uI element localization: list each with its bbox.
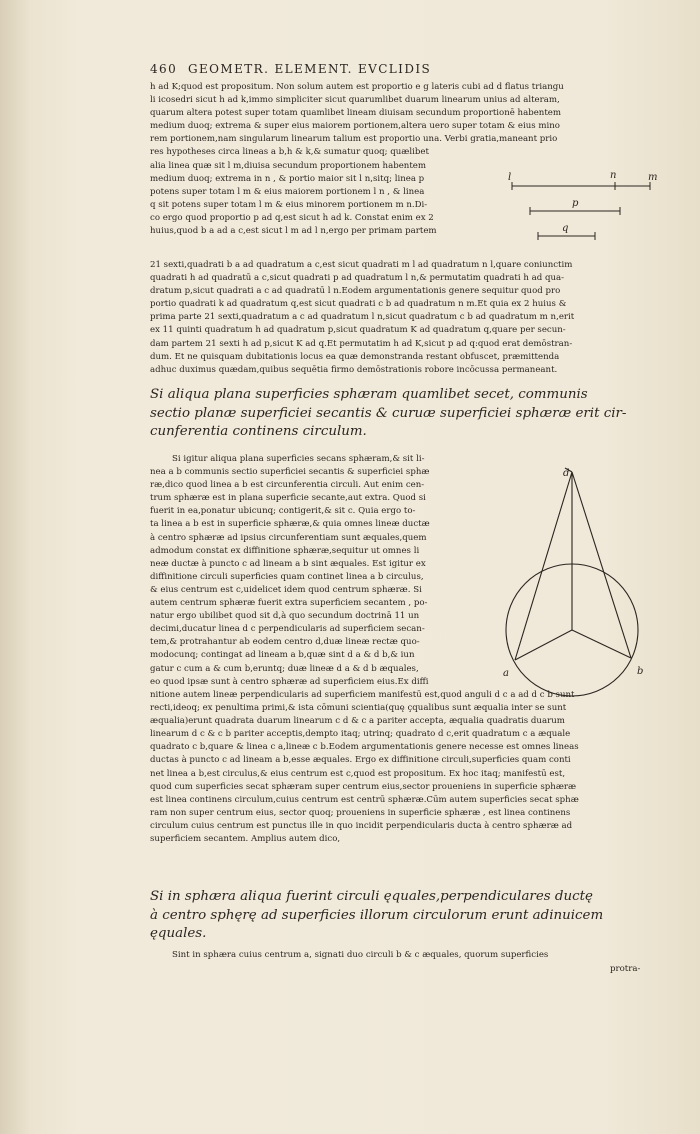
text-line: decimi,ducatur linea d c perpendicularis ad superficiem secan-	[150, 624, 425, 635]
paragraph-1	[150, 81, 650, 160]
heading-line: ęquales.	[150, 926, 207, 941]
text-line: gatur c cum a & cum b,eruntq; duæ lineæ d a & d b æquales,	[150, 663, 419, 674]
sphere-section-figure	[505, 462, 655, 707]
text-line: h ad K;quod est propositum. Non solum autem est proportio e g lateris cubi ad d flatus triangu	[150, 82, 564, 92]
paragraph-1-continued	[150, 259, 650, 377]
text-line: quod cum superficies secat sphæram super centrum eius,sector proueniens in superficie sphæræ	[150, 781, 577, 792]
text-line: li icosedri sicut h ad k,immo simpliciter sicut quarumlibet duarum linearum unius ad alteram,	[150, 95, 560, 106]
text-line: medium duoq; extrema & super eius maiorem portionem,altera uero super totam & eius mino	[150, 121, 560, 132]
text-line: portio quadrati k ad quadratum q,est sicut quadrati c b ad quadratum n m.Et quia ex 2 huius &	[150, 299, 567, 310]
line-ca	[515, 630, 572, 660]
text-line: prima parte 21 sexti,quadratum a c ad quadratum l n,sicut quadratum c b ad quadratum m n,erit	[150, 312, 575, 323]
text-line: superficiem secantem. Amplius autem dico,	[150, 834, 341, 845]
text-line: quadrati h ad quadratū a c,sicut quadrati p ad quadratum l n,& permutatim quadrati h ad qua-	[150, 273, 565, 284]
text-line: ta linea a b est in superficie sphæræ,& quia omnes lineæ ductæ	[150, 519, 430, 530]
paragraph-2-continued	[150, 689, 650, 846]
text-line: medium duoq; extrema in n , & portio maior sit l n,sitq; linea p	[150, 174, 425, 185]
text-line: quarum altera potest super totam quamlibet lineam diuisam secundum proportionē habentem	[150, 108, 562, 119]
text-line: 21 sexti,quadrati b a ad quadratum a c,est sicut quadrati m l ad quadratum n l,quare coniunctim	[150, 260, 573, 270]
text-line: quadrato c b,quare & linea c a,lineæ c b.Eodem argumentationis genere necesse est omnes lineas	[150, 742, 579, 753]
text-line: net linea a b,est circulus,& eius centrum est c,quod est propositum. Ex hoc itaq; manifestū est,	[150, 768, 566, 779]
text-line: ram non super centrum eius, sector quoq; proueniens in superficie sphæræ , est linea continens	[150, 807, 571, 818]
text-line: diffinitione circuli superficies quam continet linea a b circulus,	[150, 571, 424, 582]
text-line: fuerit in ea,ponatur ubicunq; contigerit,& sit c. Quia ergo to-	[150, 506, 416, 517]
paragraph-3	[150, 949, 650, 962]
text-line: q sit potens super totam l m & eius minorem portionem m n.Di-	[150, 200, 428, 211]
label-p: p	[572, 198, 579, 209]
text-line: à centro sphæræ ad ipsius circunferentiam sunt æquales,quem	[150, 532, 427, 543]
text-line: autem centrum sphæræ fuerit extra superficiem secantem , po-	[150, 598, 428, 609]
running-title: GEOMETR. ELEMENT. EVCLIDIS	[188, 62, 432, 76]
text-line: nea a b communis sectio superficiei secantis & superficiei sphæ	[150, 467, 430, 478]
text-line: dratum p,sicut quadrati a c ad quadratū l n.Eodem argumentationis genere sequitur quod pro	[150, 286, 561, 297]
text-line: admodum constat ex diffinitione sphæræ,sequitur ut omnes li	[150, 545, 420, 556]
text-line: linearum d c & c b pariter acceptis,dempto itaq; utrinq; quadrato d c,erit quadratum c a æquale	[150, 729, 571, 740]
heading-line: cunferentia continens circulum.	[150, 424, 367, 439]
heading-line: à centro sphęrę ad superficies illorum circulorum erunt adinuicem	[150, 907, 604, 923]
text-line: natur ergo ubilibet quod sit d,à quo secundum doctrinā 11 un	[150, 611, 420, 622]
proposition-heading-1	[150, 386, 650, 442]
text-line: dam partem 21 sexti h ad p,sicut K ad q.Et permutatim h ad K,sicut p ad q:quod erat demōstran-	[150, 338, 573, 349]
text-line: co ergo quod proportio p ad q,est sicut h ad k. Constat enim ex 2	[150, 213, 434, 224]
heading-line: Si in sphæra aliqua fuerint circuli ęquales,perpendiculares ductę	[150, 889, 593, 904]
text-line: eo quod ipsæ sunt à centro sphæræ ad superficiem eius.Ex diffi	[150, 676, 429, 687]
text-line: rem portionem,nam singularum linearum talium est proportio una. Verbi gratia,maneant prio	[150, 134, 558, 145]
proposition-heading-2	[150, 888, 650, 944]
paragraph-2-narrow	[150, 453, 505, 689]
paragraph-1-narrow	[150, 160, 495, 239]
text-line: trum sphæræ est in plana superficie secante,aut extra. Quod si	[150, 493, 426, 504]
text-line: res hypotheses circa lineas a b,h & k,& sumatur quoq; quælibet	[150, 147, 429, 158]
label-d: d	[563, 468, 570, 479]
heading-line: sectio planæ superficiei secantis & curuæ superficiei sphæræ erit cir-	[150, 405, 627, 421]
text-line: alia linea quæ sit l m,diuisa secundum proportionem habentem	[150, 161, 427, 171]
line-cb	[572, 630, 631, 658]
heading-line: Si aliqua plana superficies sphæram quamlibet secet, communis	[150, 387, 588, 402]
text-line: modocunq; contingat ad lineam a b,quæ sint d a & d b,& iun	[150, 650, 415, 661]
text-line: tem,& protrahantur ab eodem centro d,duæ lineæ rectæ quo-	[150, 637, 420, 648]
text-line: dum. Et ne quisquam dubitationis locus ea quæ demonstranda restant obfuscet, præmittenda	[150, 351, 560, 362]
text-line: ductas à puncto c ad lineam a b,esse æquales. Ergo ex diffinitione circuli,superficies quam conti	[150, 755, 571, 766]
line-segments-figure	[500, 168, 660, 248]
text-line: neæ ductæ à puncto c ad lineam a b sint æquales. Est igitur ex	[150, 558, 426, 569]
text-line: ræ,dico quod linea a b est circunferentia circuli. Aut enim cen-	[150, 480, 425, 491]
text-line: nitione autem lineæ perpendicularis ad superficiem manifestū est,quod anguli d c a ad d c b sunt	[150, 690, 575, 700]
text-line: potens super totam l m & eius maiorem portionem l n , & linea	[150, 187, 425, 198]
label-m: m	[648, 172, 658, 183]
text-line: recti,ideoq; ex penultima primi,& ista cōmuni scientia(quę çqualibus sunt æqualia inter se sunt	[150, 703, 567, 714]
line-da	[515, 472, 572, 660]
text-line: æqualia)erunt quadrata duarum linearum c d & c a pariter accepta, æqualia quadratis duarum	[150, 716, 565, 727]
text-line: adhuc duximus quædam,quibus sequētia firmo demōstrationis robore incōcussa permaneant.	[150, 364, 558, 375]
text-line: Si igitur aliqua plana superficies secans sphæram,& sit li-	[172, 454, 425, 464]
text-line: huius,quod b a ad a c,est sicut l m ad l n,ergo per primam partem	[150, 226, 437, 237]
page-number: 460	[150, 62, 178, 76]
label-a: a	[503, 668, 509, 679]
label-b: b	[637, 666, 644, 677]
page-header	[150, 62, 550, 80]
catchword: protra-	[610, 964, 641, 974]
text-line: Sint in sphæra cuius centrum a, signati duo circuli b & c æquales, quorum superficies	[172, 950, 549, 960]
text-line: & eius centrum est c,uidelicet idem quod centrum sphæræ. Si	[150, 584, 422, 595]
label-n: n	[610, 170, 617, 181]
label-l: l	[508, 172, 512, 183]
text-line: est linea continens circulum,cuius centrum est centrū sphæræ.Cūm autem superficies secat sphæ	[150, 794, 579, 805]
text-line: ex 11 quinti quadratum h ad quadratum p,sicut quadratum K ad quadratum q,quare per secun-	[150, 325, 566, 336]
label-q: q	[562, 223, 569, 234]
text-line: circulum cuius centrum est punctus ille in quo incidit perpendicularis ducta à centro sphæræ ad	[150, 820, 573, 831]
